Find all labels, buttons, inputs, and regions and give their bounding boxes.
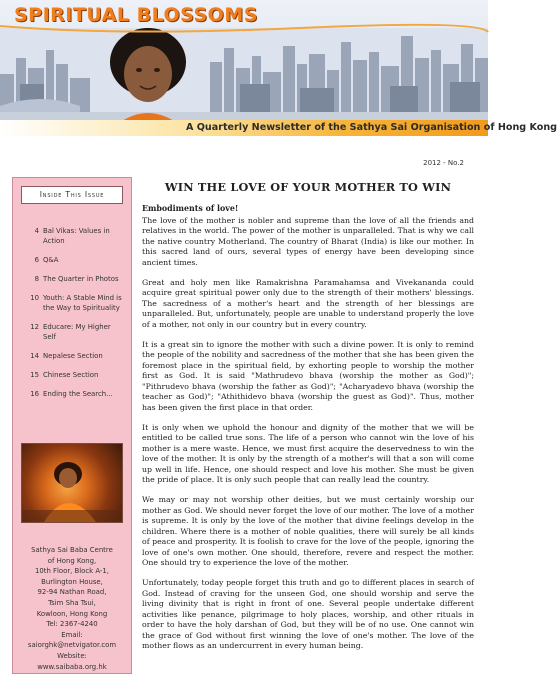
article-paragraph: Unfortunately, today people forget this truth and go to different places in search of God. Instead of craving for the unseen God, one should worship and serve the living divinity that is right in front of one. Several people undertake different activities like penance, pilgrimage to holy places, worship, and other rituals in order to have the holy darshan of God, but they will be of no use. One cannot win the grace of God without first winning the love of one's mother. The love of the mother flows as an undercurrent in every human being. [142,578,474,650]
article-paragraph: The love of the mother is nobler and supreme than the love of all the friends and relatives in the world. The power of the mother is unparalleled. That is why we call the native country Motherland. The country of Bharat (India) is like our mother. In this sacred land of ours, several types of energy have been developing since ancient times. [142,215,474,267]
masthead [0,0,488,135]
address-line: Sathya Sai Baba Centre [31,546,113,554]
toc-title: Chinese Section [43,371,99,379]
toc-page: 8 [34,275,39,283]
toc-page: 4 [34,227,39,235]
article-title: WIN THE LOVE OF YOUR MOTHER TO WIN [164,180,452,194]
address-line: Kowloon, Hong Kong [36,609,108,618]
toc-title: Educare: My Higher Self [43,323,111,341]
toc-title: Ending the Search... [43,390,113,398]
toc-item [19,322,125,342]
toc-item [19,255,125,265]
toc-item [19,351,125,361]
toc-title: Nepalese Section [43,352,103,360]
city-skyline-image [0,28,488,120]
article-paragraph: It is only when we uphold the honour and dignity of the mother that we will be entitled to be called true sons. The life of a person who cannot win the love of his mother is a mere waste. Hence, we must first acquire the deservedness to win the love of the mother. It is only by the strength of a mother's will that a son will come up well in life. Hence, one should respect and love his mother. She must be given the pride of place. It is only such people that can really lead the country. [142,422,474,484]
figure-photo-image [22,444,122,522]
website-link[interactable]: www.saibaba.org.hk [37,662,107,671]
address-line: Tsim Sha Tsui, [48,598,96,607]
table-of-contents [13,226,131,399]
toc-item [19,274,125,284]
issue-number: 2012 - No.2 [423,159,464,167]
newsletter-tagline: A Quarterly Newsletter of the Sathya Sai Organisation of Hong Kong [186,122,557,133]
toc-page: 6 [34,256,39,264]
article-paragraph: We may or may not worship other deities, but we must certainly worship our mother as God. We should never forget the love of our mother. The love of a mother is supreme. It is only by the love of the mother that divine feelings develop in the children. Where there is a mother of noble qualities, there will surely be all kinds of peace and prosperity. It is foolish to crave for the love of the people, ignoring the love of one's own mother. One should, therefore, revere and respect the mother. One should try to experience the love of the mother. [142,495,474,567]
toc-title: Q&A [43,256,59,264]
newsletter-title: SPIRITUAL BLOSSOMS [14,4,258,26]
centre-address [15,545,129,672]
address-line: Burlington House, [41,577,103,586]
address-line: of Hong Kong, [47,556,97,565]
toc-title: The Quarter in Photos [43,275,119,283]
email-label: Email: [61,630,83,639]
portrait-image [100,22,196,130]
address-line: 10th Floor, Block A-1, [34,567,109,576]
address-line: 92-94 Nathan Road, [37,588,107,597]
toc-page: 15 [30,371,39,379]
toc-item [19,293,125,313]
toc-item [19,370,125,380]
sidebar-photo [21,443,123,523]
toc-heading: Inside This Issue [21,186,123,204]
phone-line: Tel: 2367-4240 [46,620,98,629]
article-body [142,204,474,652]
toc-item [19,389,125,399]
toc-page: 10 [30,294,39,302]
toc-page: 12 [30,323,39,331]
article-paragraph: It is a great sin to ignore the mother with such a divine power. It is only to remind the people of the nobility and sacredness of the mother that she has been given the foremost place in the spiritual field, by exhorting people to worship the mother first as God. It is said "Mathrudevo bhava (worship the mother as God)"; "Pithrudevo bhava (worship the father as God)"; "Acharyadevo bhava (worship the teacher as God)"; "Athithidevo bhava (worship the guest as God)". Thus, mother has been given the first place in that order. [142,339,474,412]
toc-title: Bal Vikas: Values in Action [43,227,110,245]
sidebar [12,177,132,674]
email-link[interactable]: saiorghk@netvigator.com [27,641,117,650]
article-salutation: Embodiments of love! [142,204,239,213]
toc-item [19,226,125,246]
article [142,180,474,661]
toc-title: Youth: A Stable Mind is the Way to Spirituality [43,294,122,312]
article-paragraph: Great and holy men like Ramakrishna Paramahamsa and Vivekananda could acquire great spiritual power only due to the strength of their mothers' blessings. The sacredness of a mother's heart and the strength of her blessings are unparalleled. But, unfortunately, people are unable to understand properly the love of a mother, not only in our country but in every country. [142,277,474,329]
toc-page: 16 [30,390,39,398]
website-label: Website: [57,651,87,660]
toc-page: 14 [30,352,39,360]
